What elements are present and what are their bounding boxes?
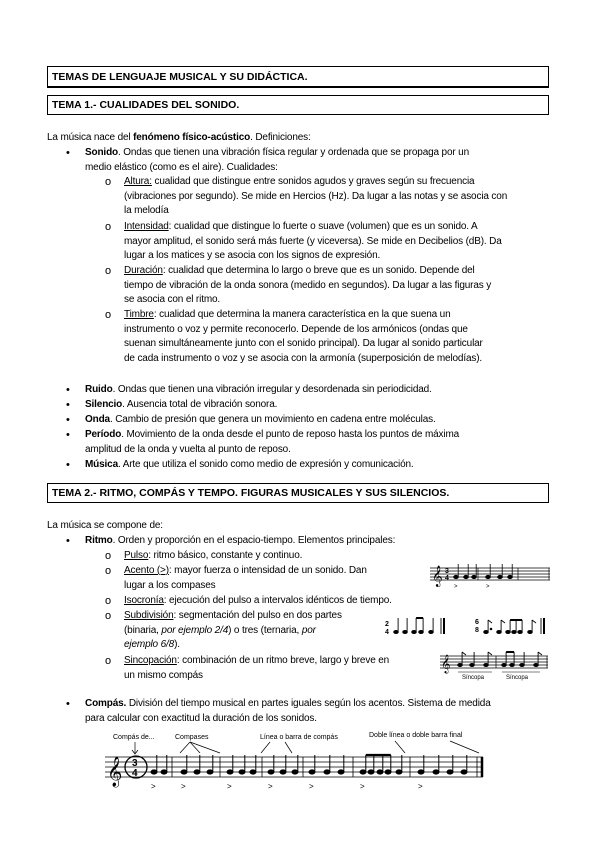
accent-rhythm-figure [430, 560, 550, 590]
accent-mark: > [151, 782, 156, 791]
sub-bullet-icon: o [105, 176, 112, 188]
list-item-duracion: Duración: cualidad que determina lo largo o breve que es un sonido. Depende del tiempo de vibración de la onda sonora (medido en segundos). Da lugar a las figuras y se asocia con el ritmo. [124, 265, 492, 306]
syncope-label: Síncopa [506, 675, 529, 681]
treble-clef-icon: 𝄞 [432, 566, 443, 586]
list-item-subdivision: Subdivisión: segmentación del pulso en dos partes (binaria, por ejemplo 2/4) o tres (ternaria, por ejemplo 6/8). [124, 610, 342, 651]
list-item-pulso: Pulso: ritmo básico, constante y continuo. [124, 550, 303, 561]
tema1-intro: La música nace del fenómeno físico-acústico. Definiciones: [47, 132, 311, 143]
subdivision-binary-figure [383, 612, 453, 640]
tema2-heading: TEMA 2.- RITMO, COMPÁS Y TEMPO. FIGURAS MUSICALES Y SUS SILENCIOS. [47, 483, 549, 503]
tema2-intro: La música se compone de: [47, 520, 163, 531]
staff-label-compas: Compás de... [113, 734, 155, 741]
sig-68-top: 6 [475, 619, 479, 626]
accent-mark: > [486, 584, 490, 590]
list-item-ruido: Ruido. Ondas que tienen una vibración irregular y desordenada sin periodicidad. [85, 384, 432, 395]
list-item-intensidad: Intensidad: cualidad que distingue lo fuerte o suave (volumen) que es un sonido. A mayor amplitud, el sonido será más fuerte (y viceversa). Se mide en Decibelios (dB). Da lugar a los matices y se asocia con los signos de expresión. [124, 221, 502, 262]
subdivision-ternary-figure [473, 612, 553, 640]
list-item-musica: Música. Arte que utiliza el sonido como medio de expresión y comunicación. [85, 459, 414, 470]
sub-bullet-icon: o [105, 595, 112, 607]
time-sig-top: 3 [445, 568, 449, 575]
bullet-icon: • [66, 698, 70, 710]
sub-bullet-icon: o [105, 265, 112, 277]
sub-bullet-icon: o [105, 550, 112, 562]
list-item-isocronia: Isocronía: ejecución del pulso a intervalos idénticos de tiempo. [124, 595, 392, 606]
accent-mark: > [227, 782, 232, 791]
sig-24-bottom: 4 [385, 629, 389, 636]
list-item-sincopacion: Sincopación: combinación de un ritmo breve, largo y breve en un mismo compás [124, 655, 390, 681]
syncope-label: Síncopa [462, 675, 485, 681]
main-title: TEMAS DE LENGUAJE MUSICAL Y SU DIDÁCTICA. [47, 66, 549, 88]
staff-label-doble: Doble línea o doble barra final [369, 732, 463, 739]
sig-68-bottom: 8 [475, 627, 479, 634]
sig-24-top: 2 [385, 621, 389, 628]
list-item-sonido: Sonido. Ondas que tienen una vibración física regular y ordenada que se propaga por un medio elástico (como es el aire). Cualidades: [85, 147, 470, 173]
treble-clef-icon: 𝄞 [441, 656, 451, 673]
staff-label-linea: Línea o barra de compás [260, 734, 338, 741]
accent-mark: > [268, 782, 273, 791]
list-item-onda: Onda. Cambio de presión que genera un movimiento en cadena entre moléculas. [85, 414, 436, 425]
list-item-silencio: Silencio. Ausencia total de vibración sonora. [85, 399, 278, 410]
list-item-compas: Compás. División del tiempo musical en partes iguales según los acentos. Sistema de medida para calcular con exactitud la duración de los sonidos. [85, 698, 491, 724]
accent-mark: > [309, 782, 314, 791]
sub-bullet-icon: o [105, 610, 112, 622]
tema1-heading: TEMA 1.- CUALIDADES DEL SONIDO. [47, 95, 549, 115]
list-item-timbre: Timbre: cualidad que determina la manera característica en la que suena un instrumento o voz y permite reconocerlo. Depende de los armónicos (ondas que suenan simultáneamente junto con el sonido principal). Da lugar al sonido particular de cada instrumento o voz y se asocia con la armonía (superposición de melodías). [124, 309, 483, 364]
bullet-icon: • [66, 414, 70, 426]
sub-bullet-icon: o [105, 221, 112, 233]
bullet-icon: • [66, 459, 70, 471]
accent-mark: > [418, 782, 423, 791]
syncope-figure [440, 648, 550, 682]
list-item-ritmo: Ritmo. Orden y proporción en el espacio-tiempo. Elementos principales: [85, 535, 396, 546]
list-item-periodo: Período. Movimiento de la onda desde el punto de reposo hasta los puntos de máxima amplitud de la onda y vuelta al punto de reposo. [85, 429, 460, 455]
accent-mark: > [360, 782, 365, 791]
measure-staff-figure [105, 727, 495, 797]
bullet-icon: • [66, 429, 70, 441]
bullet-icon: • [66, 399, 70, 411]
accent-mark: > [181, 782, 186, 791]
time-sig-bottom: 4 [132, 768, 138, 779]
bullet-icon: • [66, 535, 70, 547]
bullet-icon: • [66, 384, 70, 396]
time-sig-top: 3 [132, 758, 138, 769]
list-item-altura: Altura: cualidad que distingue entre sonidos agudos y graves según su frecuencia (vibraciones por segundo). Se mide en Hercios (Hz). Da lugar a las notas y se asocia con la melodía [124, 176, 508, 217]
sub-bullet-icon: o [105, 565, 112, 577]
list-item-acento: Acento (>): mayor fuerza o intensidad de un sonido. Dan lugar a los compases [124, 565, 367, 591]
staff-label-compases: Compases [175, 734, 209, 741]
time-sig-bottom: 4 [445, 575, 449, 582]
sub-bullet-icon: o [105, 655, 112, 667]
treble-clef-icon: 𝄞 [107, 756, 123, 786]
bullet-icon: • [66, 147, 70, 159]
sub-bullet-icon: o [105, 309, 112, 321]
accent-mark: > [454, 584, 458, 590]
